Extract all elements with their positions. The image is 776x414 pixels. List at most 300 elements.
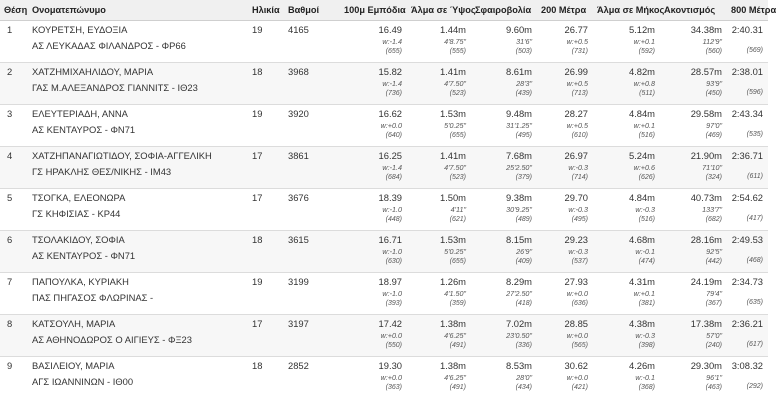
event-javelin [660,21,727,63]
result-points: (381) [638,300,655,307]
result-points: (560) [705,48,722,55]
athlete-name[interactable]: ΤΣΟΛΑΚΙΔΟΥ, ΣΟΦΙΑ [32,234,125,245]
event-200m [537,357,593,399]
result-points: (630) [385,258,402,265]
result-mark: 29.70 [564,192,588,203]
points: 3968 [288,66,309,77]
result-points: (393) [385,300,402,307]
event-javelin [660,147,727,189]
spacer [727,330,763,340]
event-100m-hurdles [340,357,407,399]
table-row [0,63,768,105]
result-points: (379) [515,174,532,181]
result-mark: 28.85 [564,318,588,329]
result-points: (537) [571,258,588,265]
event-shot-put [471,231,537,273]
spacer [727,36,763,46]
position-cell [0,189,28,231]
athlete-cell [28,189,248,231]
athlete-club: ΑΓΣ ΙΩΑΝΝΙΝΩΝ - ΙΘ00 [32,376,134,387]
age-cell [248,147,284,189]
result-imperial: 28'3" [516,79,532,88]
result-mark: 2:49.53 [731,234,763,245]
event-shot-put [471,21,537,63]
result-wind: w:-0.3 [635,205,655,214]
event-javelin [660,315,727,357]
result-points: (635) [746,299,763,306]
event-shot-put [471,315,537,357]
event-100m-hurdles [340,189,407,231]
result-points: (714) [571,174,588,181]
event-long-jump [593,21,660,63]
col-header-100m-hurdles[interactable]: 100μ Εμπόδια [340,0,407,21]
col-header-800m[interactable]: 800 Μέτρα [727,0,768,21]
result-mark: 1.41m [439,66,466,77]
athlete-club: ΑΣ ΛΕΥΚΑΔΑΣ ΦΙΛΑΝΔΡΟΣ - ΦΡ66 [32,40,186,51]
result-mark: 29.58m [690,108,722,119]
result-points: (359) [449,300,466,307]
athlete-club: ΓΣ ΚΗΦΙΣΙΑΣ - ΚΡ44 [32,208,121,219]
result-points: (655) [449,132,466,139]
position: 1 [7,24,13,35]
athlete-cell [28,21,248,63]
result-wind: w:-0.3 [568,205,588,214]
event-200m [537,147,593,189]
table-row [0,21,768,63]
result-points: (439) [515,90,532,97]
result-wind: w:-0.1 [635,373,655,382]
event-800m [727,273,768,315]
event-200m [537,189,593,231]
athlete-cell [28,315,248,357]
event-800m [727,21,768,63]
position-cell [0,63,28,105]
age: 17 [252,150,263,161]
result-points: (610) [571,132,588,139]
result-mark: 16.49 [378,24,402,35]
header-row [0,0,768,21]
result-wind: w:+0.0 [380,331,402,340]
result-mark: 4.82m [628,66,655,77]
result-points: (511) [639,90,655,97]
result-mark: 24.19m [690,276,722,287]
result-points: (495) [515,132,532,139]
position: 2 [7,66,13,77]
col-header-age[interactable]: Ηλικία [248,0,284,21]
result-points: (448) [385,216,402,223]
result-points: (592) [638,48,655,55]
age-cell [248,105,284,147]
result-points: (491) [449,342,466,349]
athlete-name[interactable]: ΒΑΣΙΛΕΙΟΥ, ΜΑΡΙΑ [32,360,115,371]
result-wind: w:-1.4 [382,163,402,172]
points: 3197 [288,318,309,329]
spacer [727,120,763,130]
result-imperial: 27'2.50" [506,289,532,298]
table-row [0,147,768,189]
result-points: (292) [746,383,763,390]
event-shot-put [471,63,537,105]
position: 9 [7,360,13,371]
result-mark: 4.68m [628,234,655,245]
result-mark: 4.31m [628,276,655,287]
result-imperial: 71'10" [702,163,722,172]
result-imperial: 23'0.50" [506,331,532,340]
points: 2852 [288,360,309,371]
result-imperial: 4'7.50" [444,79,466,88]
result-wind: w:+0.5 [566,79,588,88]
athlete-name[interactable]: ΚΑΤΣΟΥΛΗ, ΜΑΡΙΑ [32,318,116,329]
result-mark: 4.26m [628,360,655,371]
event-800m [727,63,768,105]
event-javelin [660,357,727,399]
result-mark: 2:54.62 [731,192,763,203]
position: 7 [7,276,13,287]
table-row [0,273,768,315]
result-mark: 2:36.21 [731,318,763,329]
result-mark: 8.15m [505,234,532,245]
table-row [0,315,768,357]
points-cell [284,231,340,273]
result-points: (442) [705,258,722,265]
result-points: (240) [705,342,722,349]
result-wind: w:+0.5 [566,121,588,130]
points: 3676 [288,192,309,203]
result-imperial: 26'9" [516,247,532,256]
result-points: (368) [638,384,655,391]
result-mark: 4.38m [628,318,655,329]
event-javelin [660,231,727,273]
result-points: (336) [515,342,532,349]
event-shot-put [471,273,537,315]
result-points: (535) [746,131,763,138]
result-imperial: 25'2.50" [506,163,532,172]
result-mark: 2:38.01 [731,66,763,77]
result-mark: 21.90m [690,150,722,161]
result-mark: 9.48m [505,108,532,119]
athlete-cell [28,357,248,399]
result-wind: w:+0.1 [633,37,655,46]
athlete-cell [28,231,248,273]
result-points: (626) [638,174,655,181]
result-points: (421) [571,384,588,391]
points-cell [284,315,340,357]
event-100m-hurdles [340,315,407,357]
points: 4165 [288,24,309,35]
result-mark: 4.84m [628,108,655,119]
result-mark: 1.53m [439,234,466,245]
result-mark: 26.97 [564,150,588,161]
col-header-name[interactable]: Ονοματεπώνυμο [28,0,248,21]
result-mark: 5.12m [628,24,655,35]
result-points: (565) [571,342,588,349]
result-mark: 1.38m [439,360,466,371]
result-points: (523) [449,90,466,97]
athlete-name[interactable]: ΤΣΟΓΚΑ, ΕΛΕΟΝΩΡΑ [32,192,126,203]
event-200m [537,105,593,147]
event-200m [537,315,593,357]
athlete-name[interactable]: ΧΑΤΖΗΠΑΝΑΓΙΩΤΙΔΟΥ, ΣΟΦΙΑ-ΑΓΓΕΛΙΚΗ [32,150,212,161]
result-mark: 5.24m [628,150,655,161]
points: 3615 [288,234,309,245]
result-points: (516) [638,216,655,223]
result-points: (682) [705,216,722,223]
result-points: (367) [705,300,722,307]
event-100m-hurdles [340,273,407,315]
event-800m [727,189,768,231]
result-mark: 2:40.31 [731,24,763,35]
result-mark: 16.25 [378,150,402,161]
col-header-high-jump[interactable]: Άλμα σε Ύψος [407,0,471,21]
athlete-club: ΓΣ ΗΡΑΚΛΗΣ ΘΕΣ/ΝΙΚΗΣ - ΙΜ43 [32,166,172,177]
event-high-jump [407,147,471,189]
col-header-long-jump[interactable]: Άλμα σε Μήκος [593,0,660,21]
position-cell [0,21,28,63]
result-mark: 29.30m [690,360,722,371]
result-points: (550) [385,342,402,349]
result-wind: w:-0.3 [635,331,655,340]
position: 4 [7,150,13,161]
spacer [727,246,763,256]
result-mark: 2:34.73 [731,276,763,287]
position-cell [0,357,28,399]
event-shot-put [471,105,537,147]
points: 3920 [288,108,309,119]
athlete-name[interactable]: ΚΟΥΡΕΤΣΗ, ΕΥΔΟΞΙΑ [32,24,128,35]
position: 6 [7,234,13,245]
points-cell [284,147,340,189]
table-row [0,105,768,147]
result-wind: w:-0.3 [568,163,588,172]
points-cell [284,273,340,315]
result-mark: 28.16m [690,234,722,245]
athlete-club: ΑΣ ΚΕΝΤΑΥΡΟΣ - ΦΝ71 [32,250,136,261]
result-points: (611) [747,173,763,180]
result-mark: 9.38m [505,192,532,203]
result-mark: 1.41m [439,150,466,161]
result-mark: 28.57m [690,66,722,77]
age: 17 [252,318,263,329]
result-mark: 27.93 [564,276,588,287]
result-points: (655) [449,258,466,265]
athlete-club: ΠΑΣ ΠΗΓΑΣΟΣ ΦΛΩΡΙΝΑΣ - [32,292,154,303]
event-high-jump [407,273,471,315]
event-200m [537,273,593,315]
points-cell [284,105,340,147]
event-200m [537,231,593,273]
age-cell [248,357,284,399]
event-long-jump [593,63,660,105]
result-wind: w:+0.1 [633,121,655,130]
col-header-points[interactable]: Βαθμοί [284,0,340,21]
result-mark: 8.61m [505,66,532,77]
position-cell [0,147,28,189]
result-mark: 8.29m [505,276,532,287]
result-mark: 4.84m [628,192,655,203]
result-points: (469) [705,132,722,139]
result-mark: 17.42 [378,318,402,329]
event-200m [537,21,593,63]
position: 8 [7,318,13,329]
result-points: (363) [385,384,402,391]
result-mark: 1.38m [439,318,466,329]
event-800m [727,315,768,357]
event-long-jump [593,315,660,357]
result-mark: 7.68m [505,150,532,161]
result-mark: 17.38m [690,318,722,329]
event-long-jump [593,231,660,273]
event-long-jump [593,189,660,231]
result-imperial: 93'9" [706,79,722,88]
result-points: (523) [449,174,466,181]
result-mark: 34.38m [690,24,722,35]
result-imperial: 28'0" [516,373,532,382]
age-cell [248,63,284,105]
age: 19 [252,24,263,35]
result-points: (491) [449,384,466,391]
result-mark: 28.27 [564,108,588,119]
result-mark: 3:08.32 [731,360,763,371]
event-high-jump [407,315,471,357]
points-cell [284,21,340,63]
age: 17 [252,192,263,203]
result-mark: 16.62 [378,108,402,119]
age: 19 [252,108,263,119]
result-wind: w:+0.0 [380,121,402,130]
result-points: (409) [515,258,532,265]
result-wind: w:+0.6 [633,163,655,172]
spacer [727,288,763,298]
event-high-jump [407,63,471,105]
result-points: (516) [638,132,655,139]
result-wind: w:+0.0 [566,289,588,298]
event-shot-put [471,147,537,189]
result-points: (324) [705,174,722,181]
result-points: (417) [746,215,763,222]
result-imperial: 5'0.25" [444,247,466,256]
result-points: (418) [515,300,532,307]
result-points: (489) [515,216,532,223]
result-imperial: 57'0" [706,331,722,340]
points: 3199 [288,276,309,287]
result-mark: 8.53m [505,360,532,371]
points-cell [284,63,340,105]
age-cell [248,189,284,231]
result-points: (621) [449,216,466,223]
result-wind: w:+0.5 [566,37,588,46]
event-800m [727,105,768,147]
result-wind: w:-0.1 [635,247,655,256]
result-mark: 16.71 [378,234,402,245]
result-mark: 29.23 [564,234,588,245]
age: 18 [252,66,263,77]
athlete-cell [28,105,248,147]
result-points: (736) [385,90,402,97]
spacer [727,204,763,214]
event-javelin [660,273,727,315]
result-wind: w:-1.0 [382,205,402,214]
result-points: (713) [571,90,588,97]
position-cell [0,273,28,315]
athlete-cell [28,63,248,105]
event-800m [727,147,768,189]
result-imperial: 4'1.50" [444,289,466,298]
event-100m-hurdles [340,231,407,273]
result-points: (655) [385,48,402,55]
result-points: (450) [705,90,722,97]
athlete-name[interactable]: ΠΑΠΟΥΛΚΑ, ΚΥΡΙΑΚΗ [32,276,129,287]
result-imperial: 79'4" [706,289,722,298]
result-mark: 7.02m [505,318,532,329]
result-mark: 18.97 [378,276,402,287]
result-wind: w:+0.0 [566,373,588,382]
result-points: (684) [385,174,402,181]
result-points: (398) [638,342,655,349]
event-shot-put [471,189,537,231]
result-points: (468) [746,257,763,264]
result-mark: 15.82 [378,66,402,77]
event-100m-hurdles [340,21,407,63]
event-long-jump [593,147,660,189]
athlete-club: ΓΑΣ Μ.ΑΛΕΞΑΝΔΡΟΣ ΓΙΑΝΝΙΤΣ - ΙΘ23 [32,82,198,93]
result-points: (636) [571,300,588,307]
result-imperial: 133'7" [702,205,722,214]
event-800m [727,357,768,399]
col-header-pos[interactable]: Θέση [0,0,28,21]
event-high-jump [407,189,471,231]
athlete-name[interactable]: ΧΑΤΖΗΜΙΧΑΗΛΙΔΟΥ, ΜΑΡΙΑ [32,66,154,77]
result-points: (463) [705,384,722,391]
event-long-jump [593,273,660,315]
result-mark: 9.60m [505,24,532,35]
result-mark: 2:43.34 [731,108,763,119]
event-800m [727,231,768,273]
event-200m [537,63,593,105]
result-points: (617) [746,341,763,348]
spacer [727,372,763,382]
result-points: (495) [571,216,588,223]
points-cell [284,189,340,231]
result-mark: 19.30 [378,360,402,371]
result-mark: 18.39 [378,192,402,203]
col-header-javelin[interactable]: Ακοντισμός [660,0,727,21]
result-wind: w:-0.3 [568,247,588,256]
result-wind: w:+0.8 [633,79,655,88]
result-wind: w:+0.1 [633,289,655,298]
result-wind: w:-1.4 [382,37,402,46]
result-imperial: 31'6" [516,37,532,46]
age: 18 [252,360,263,371]
result-points: (434) [515,384,532,391]
position: 5 [7,192,13,203]
athlete-name[interactable]: ΕΛΕΥΤΕΡΙΑΔΗ, ΑΝΝΑ [32,108,128,119]
result-mark: 2:36.71 [731,150,763,161]
result-mark: 40.73m [690,192,722,203]
age-cell [248,231,284,273]
col-header-200m[interactable]: 200 Μέτρα [537,0,593,21]
result-imperial: 112'9" [702,37,722,46]
result-mark: 1.53m [439,108,466,119]
athlete-cell [28,273,248,315]
age-cell [248,273,284,315]
event-high-jump [407,21,471,63]
athlete-cell [28,147,248,189]
result-imperial: 30'9.25" [506,205,532,214]
result-wind: w:-1.0 [382,289,402,298]
result-imperial: 5'0.25" [444,121,466,130]
result-imperial: 31'1.25" [506,121,532,130]
col-header-shot-put[interactable]: Σφαιροβολία [471,0,537,21]
